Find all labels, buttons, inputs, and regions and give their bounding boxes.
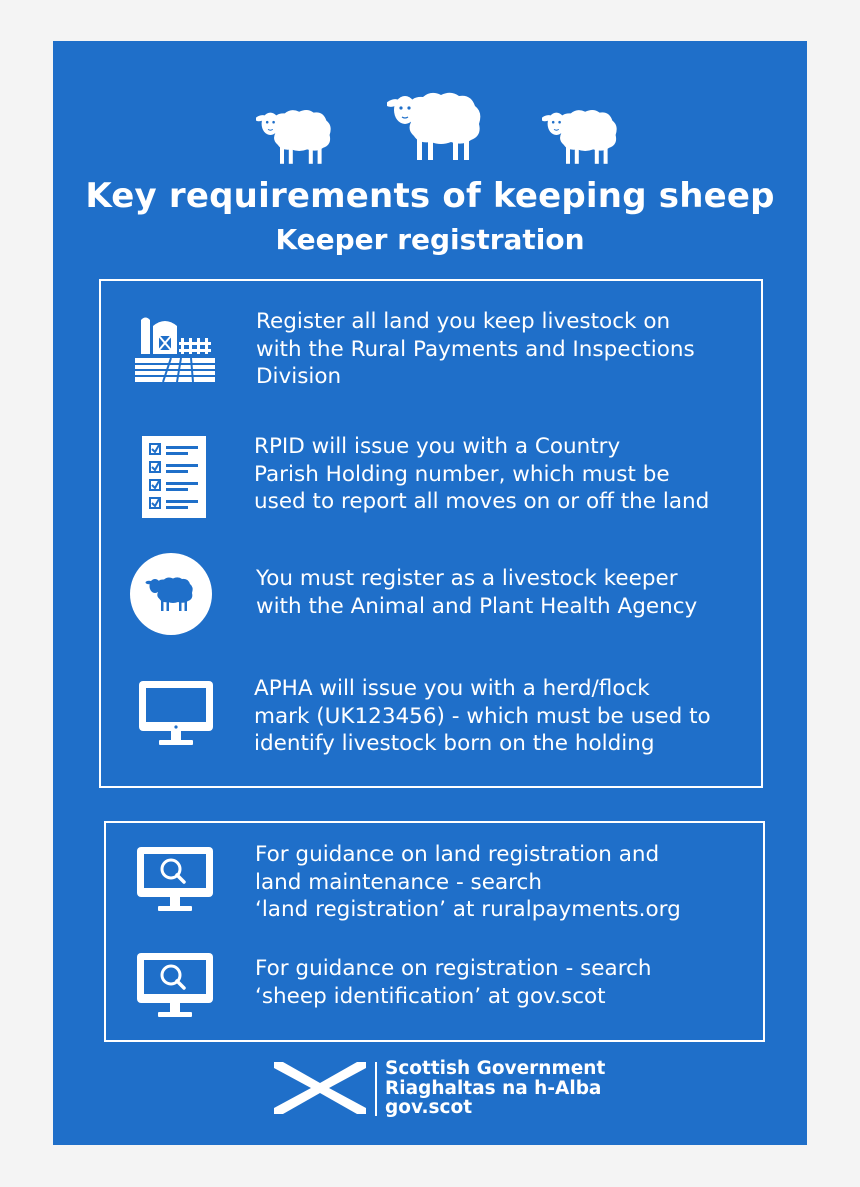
monitor-search-icon bbox=[137, 953, 213, 1019]
page-title: Key requirements of keeping sheep bbox=[85, 176, 775, 216]
page-subtitle: Keeper registration bbox=[275, 223, 585, 256]
sheep-icon bbox=[256, 103, 336, 167]
requirement-text: Register all land you keep livestock on with the Rural Payments and Inspections Division bbox=[256, 309, 695, 389]
farm-icon bbox=[135, 316, 215, 382]
requirement-text: APHA will issue you with a herd/flock mark (UK123456) - which must be used to identify livestock born on the holding bbox=[254, 676, 711, 756]
scottish-government-logo bbox=[385, 1059, 605, 1118]
guidance-text: For guidance on registration - search ‘sheep identification’ at gov.scot bbox=[255, 956, 652, 1009]
poster bbox=[53, 41, 807, 1145]
sheep-icon bbox=[387, 83, 487, 165]
requirement-text: You must register as a livestock keeper with the Animal and Plant Health Agency bbox=[256, 566, 698, 619]
sheep-icon bbox=[542, 103, 622, 167]
logo-line-website: gov.scot bbox=[385, 1097, 473, 1118]
sheep-circle-icon bbox=[130, 553, 212, 635]
logo-divider bbox=[375, 1062, 377, 1116]
monitor-search-icon bbox=[137, 847, 213, 913]
monitor-icon bbox=[139, 681, 213, 747]
logo-line-english: Scottish Government bbox=[385, 1058, 606, 1079]
guidance-text: For guidance on land registration and land maintenance - search ‘land registration’ at ruralpayments.org bbox=[255, 842, 681, 922]
saltire-flag-icon bbox=[274, 1062, 366, 1114]
requirement-text: RPID will issue you with a Country Parish Holding number, which must be used to report all moves on or off the land bbox=[254, 434, 710, 514]
checklist-icon bbox=[142, 436, 206, 518]
logo-line-gaelic: Riaghaltas na h-Alba bbox=[385, 1077, 602, 1099]
sheep-illustration bbox=[53, 83, 807, 173]
